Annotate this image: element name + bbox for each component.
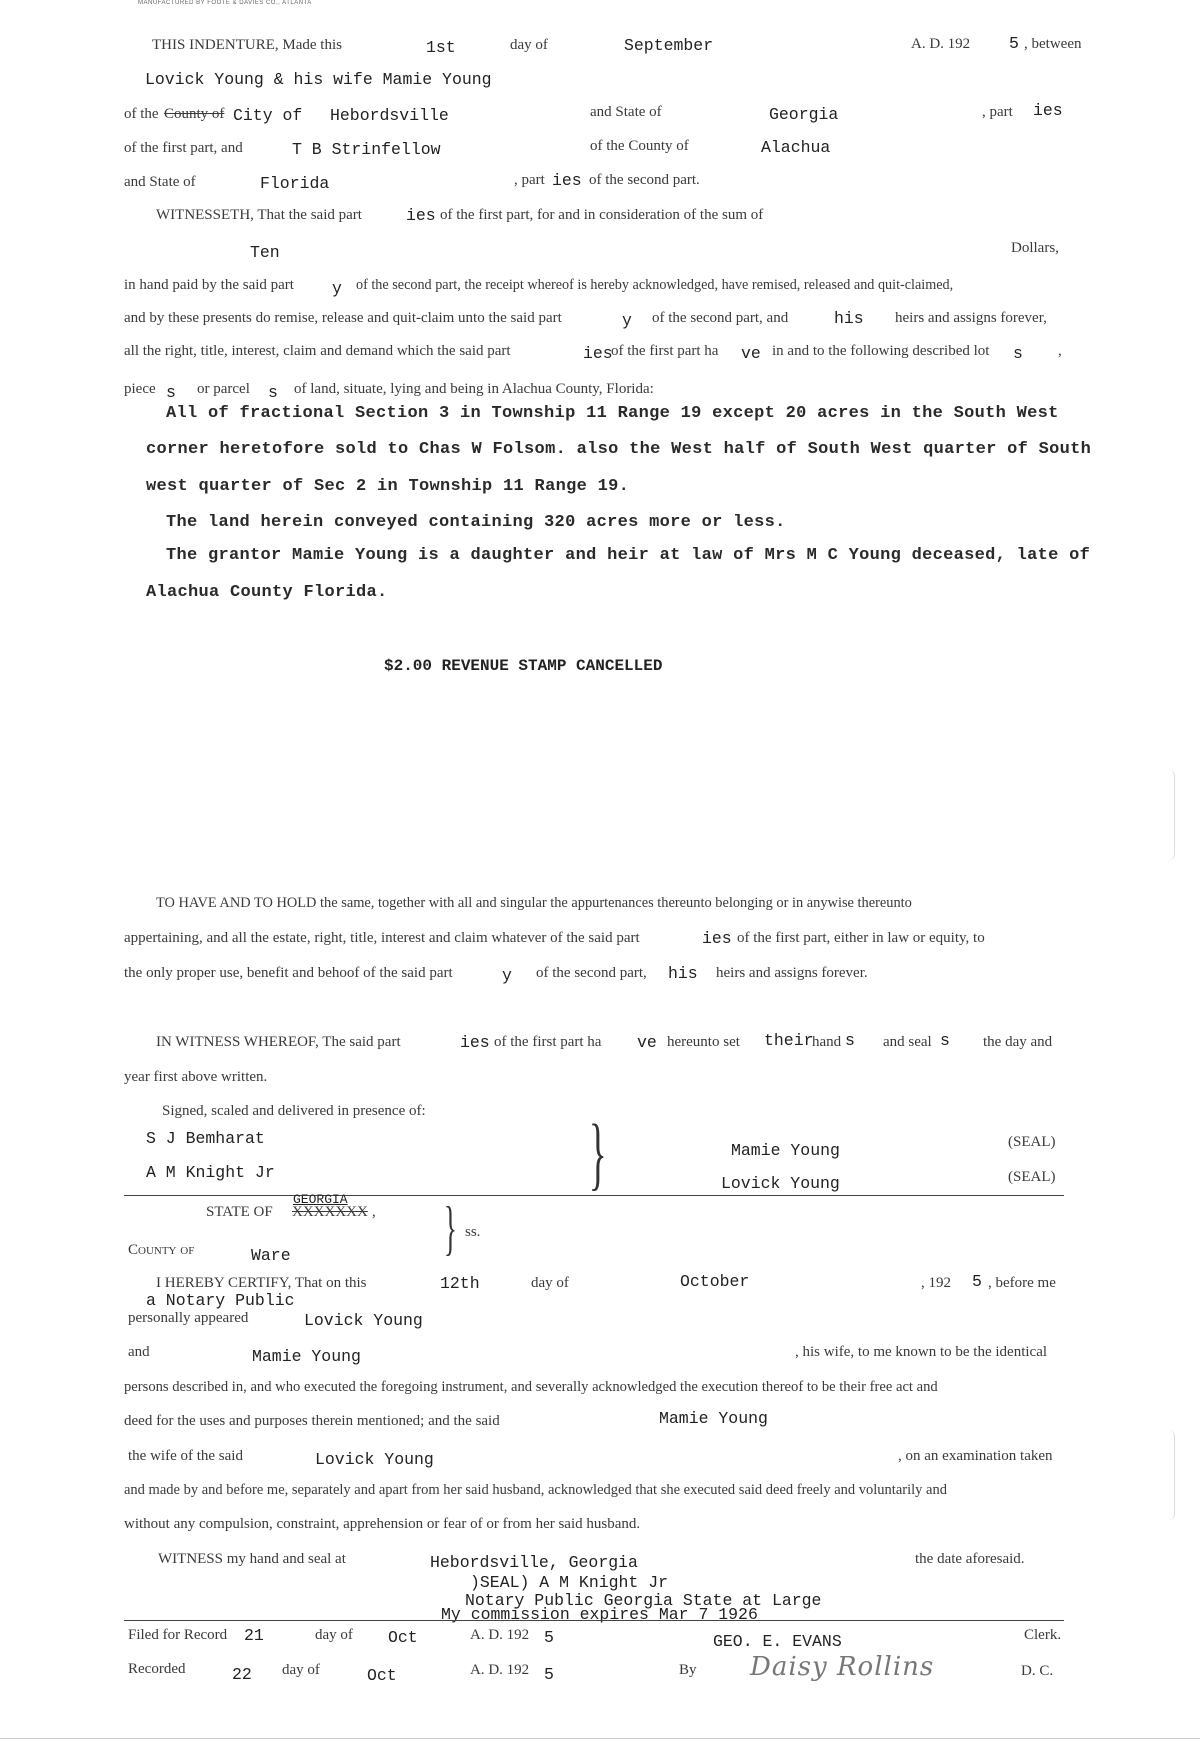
- witness-clause-their: their: [764, 1031, 814, 1050]
- signer-2-name: Lovick Young: [721, 1174, 840, 1193]
- description-line-1: All of fractional Section 3 in Township 11 Range 19 except 20 acres in the South West: [166, 404, 1059, 423]
- filed-day: 21: [244, 1626, 264, 1645]
- dollars-label: Dollars,: [1011, 240, 1059, 256]
- ack-without-line: without any compulsion, constraint, apprehension or fear of or from her said husband.: [124, 1516, 641, 1532]
- witness-hand-label: WITNESS my hand and seal at: [158, 1551, 346, 1567]
- notary-signature: )SEAL) A M Knight Jr: [470, 1573, 669, 1592]
- indenture-day: 1st: [426, 38, 456, 57]
- description-line-4: The land herein conveyed containing 320 acres more or less.: [166, 513, 786, 532]
- witness-1-name: S J Bemharat: [146, 1129, 265, 1148]
- witnesseth-suffix: ies: [406, 206, 436, 225]
- clerk-name: GEO. E. EVANS: [713, 1632, 842, 1651]
- habendum-line-3-c: heirs and assigns forever.: [716, 965, 868, 981]
- part-label: , part: [982, 104, 1013, 120]
- filed-ad: A. D. 192: [470, 1627, 530, 1643]
- by-label: By: [679, 1662, 697, 1678]
- ack-state-value: GEORGIA: [293, 1192, 348, 1207]
- filed-label: Filed for Record: [128, 1627, 228, 1643]
- filed-month: Oct: [388, 1628, 418, 1647]
- personally-appeared: personally appeared: [128, 1310, 249, 1326]
- wife-of-label: the wife of the said: [128, 1448, 243, 1464]
- between-label: , between: [1024, 36, 1082, 52]
- witnesseth-line4-c: heirs and assigns forever,: [895, 310, 1047, 326]
- habendum-line-1: TO HAVE AND TO HOLD the same, together with all and singular the appurtenances thereunto belonging or in anywise thereunto: [156, 895, 912, 911]
- witnesseth-line3-b: of the second part, the receipt whereof is hereby acknowledged, have remised, released and quit-claimed,: [356, 277, 954, 293]
- ack-day: 12th: [440, 1274, 480, 1293]
- witnesseth-line6-piece: piece: [124, 381, 156, 397]
- ack-person: Lovick Young: [304, 1311, 423, 1330]
- witnesseth-line5-c: in and to the following described lot: [772, 343, 990, 359]
- habendum-line-2-suffix: ies: [702, 929, 732, 948]
- recorded-day-of: day of: [282, 1662, 320, 1678]
- date-aforesaid: the date aforesaid.: [915, 1551, 1025, 1567]
- revenue-stamp-note: $2.00 REVENUE STAMP CANCELLED: [384, 657, 663, 675]
- ack-year-digit: 5: [972, 1272, 982, 1291]
- witnesseth-line6-s1: s: [166, 383, 176, 402]
- ack-day-of: day of: [531, 1275, 569, 1291]
- witness-clause-b: of the first part ha: [494, 1034, 602, 1050]
- signer-1-name: Mamie Young: [731, 1141, 840, 1160]
- grantee-county: Alachua: [761, 138, 831, 157]
- habendum-line-2-a: appertaining, and all the estate, right, title, interest and claim whatever of the said part: [124, 930, 640, 946]
- city-name: Hebordsville: [330, 106, 449, 125]
- recorded-label: Recorded: [128, 1661, 186, 1677]
- witnesseth-line3-suffix: y: [332, 279, 342, 298]
- notary-commission: My commission expires Mar 7 1926: [441, 1605, 758, 1624]
- witnesseth-line5-comma: ,: [1058, 343, 1062, 359]
- witness-clause-c: hereunto set: [667, 1034, 740, 1050]
- indenture-year-digit: 5: [1009, 34, 1019, 53]
- day-of-label: day of: [510, 37, 548, 53]
- witness-clause-seal: and seal: [883, 1034, 932, 1050]
- of-the-label: of the: [124, 106, 159, 122]
- ack-place: Hebordsville, Georgia: [430, 1553, 638, 1572]
- witness-clause-d: the day and: [983, 1034, 1053, 1050]
- witnesseth-line6-parcel: or parcel: [197, 381, 250, 397]
- recorded-year: 5: [544, 1665, 554, 1684]
- witnesseth-line5-b: of the first part ha: [611, 343, 719, 359]
- witnesseth-b: of the first part, for and in consideration of the sum of: [440, 207, 764, 223]
- witness-clause-suffix: ies: [460, 1033, 490, 1052]
- ack-month: October: [680, 1272, 750, 1291]
- state-of-label: STATE OF: [206, 1204, 273, 1220]
- witnesseth-line5-s: s: [1013, 344, 1023, 363]
- state-comma: ,: [372, 1204, 376, 1220]
- scan-edge-mark-1: [1162, 770, 1175, 860]
- and-state-of-label-2: and State of: [124, 174, 196, 190]
- recorded-ad: A. D. 192: [470, 1662, 530, 1678]
- witness-clause-l2: year first above written.: [124, 1069, 268, 1085]
- witness-clause-s2: s: [940, 1031, 950, 1050]
- description-line-2: corner heretofore sold to Chas W Folsom. also the West half of South West quarter of South: [146, 440, 1092, 459]
- recorded-day: 22: [232, 1665, 252, 1684]
- witnesseth-line4-suffix: y: [622, 311, 632, 330]
- ack-made-line: and made by and before me, separately and apart from her said husband, acknowledged that she executed said deed freely and voluntarily and: [124, 1482, 947, 1498]
- grantee-name: T B Strinfellow: [292, 140, 441, 159]
- habendum-line-3-his: his: [668, 964, 698, 983]
- ss-label: ss.: [465, 1224, 481, 1240]
- ack-husband: Lovick Young: [315, 1450, 434, 1469]
- description-line-3: west quarter of Sec 2 in Township 11 Range 19.: [146, 477, 630, 496]
- of-county-label: of the County of: [590, 138, 689, 154]
- and-state-of-label: and State of: [590, 104, 662, 120]
- county-of-label: County of: [128, 1242, 195, 1258]
- ack-and: and: [128, 1344, 150, 1360]
- ack-county-value: Ware: [251, 1246, 291, 1265]
- parties-label: , part: [514, 172, 545, 188]
- acknowledgment-divider: [124, 1195, 1064, 1196]
- habendum-line-3-suffix: y: [502, 966, 512, 985]
- indenture-month: September: [624, 36, 714, 55]
- habendum-line-3-a: the only proper use, benefit and behoof of the said part: [124, 965, 453, 981]
- state-struck: XXXXXXX: [292, 1204, 368, 1220]
- ack-officer: a Notary Public: [146, 1291, 295, 1310]
- grantee-state: Florida: [260, 174, 330, 193]
- ack-deed-line: deed for the uses and purposes therein mentioned; and the said: [124, 1413, 500, 1429]
- exam-label: , on an examination taken: [898, 1448, 1053, 1464]
- record-divider: [124, 1620, 1064, 1621]
- scan-edge-mark-2: [1162, 1430, 1175, 1520]
- witnesseth-line4-his: his: [834, 309, 864, 328]
- city-label: City of: [233, 106, 303, 125]
- witness-clause-hand: hand: [812, 1034, 842, 1050]
- witness-clause-ve: ve: [637, 1033, 657, 1052]
- witnesseth-line5-a: all the right, title, interest, claim and demand which the said part: [124, 343, 511, 359]
- witnesseth-a: WITNESSETH, That the said part: [156, 207, 362, 223]
- part-suffix: ies: [1033, 101, 1063, 120]
- first-part-and-label: of the first part, and: [124, 140, 243, 156]
- dc-label: D. C.: [1021, 1663, 1054, 1679]
- habendum-line-3-b: of the second part,: [536, 965, 647, 981]
- witnesseth-line4-b: of the second part, and: [652, 310, 789, 326]
- clerk-label: Clerk.: [1024, 1627, 1062, 1643]
- sum-value: Ten: [250, 243, 280, 262]
- ack-wife-name: Mamie Young: [252, 1347, 361, 1366]
- seal-1: (SEAL): [1008, 1134, 1056, 1150]
- ss-brace: }: [443, 1195, 457, 1261]
- certify-label: I HEREBY CERTIFY, That on this: [156, 1275, 367, 1291]
- county-struck: County of: [164, 106, 225, 122]
- seal-2: (SEAL): [1008, 1169, 1056, 1185]
- description-line-6: Alachua County Florida.: [146, 583, 388, 602]
- filed-day-of: day of: [315, 1627, 353, 1643]
- habendum-line-2-b: of the first part, either in law or equity, to: [737, 930, 985, 946]
- indenture-intro: THIS INDENTURE, Made this: [152, 37, 342, 53]
- witness-clause-a: IN WITNESS WHEREOF, The said part: [156, 1034, 401, 1050]
- notary-title: Notary Public Georgia State at Large: [465, 1591, 822, 1610]
- description-line-5: The grantor Mamie Young is a daughter and heir at law of Mrs M C Young deceased, late of: [166, 546, 1091, 565]
- witness-2-name: A M Knight Jr: [146, 1163, 275, 1182]
- manufacturer-note: MANUFACTURED BY FOOTE & DAVIES CO., ATLANTA: [138, 0, 312, 6]
- witnesseth-line3-a: in hand paid by the said part: [124, 277, 294, 293]
- signature-brace: }: [588, 1107, 607, 1198]
- witnesseth-line6-rest: of land, situate, lying and being in Alachua County, Florida:: [294, 381, 654, 397]
- signed-in-presence: Signed, scaled and delivered in presence of:: [162, 1103, 426, 1119]
- witnesseth-line5-suffix: ies: [583, 344, 613, 363]
- page-bottom-edge: [0, 1738, 1200, 1739]
- witnesseth-line4-a: and by these presents do remise, release and quit-claim unto the said part: [124, 310, 562, 326]
- ack-persons-line: persons described in, and who executed the foregoing instrument, and severally acknowledged the execution thereof to be their free act and: [124, 1379, 938, 1395]
- witnesseth-line5-ve: ve: [741, 344, 761, 363]
- ad-label: A. D. 192: [911, 36, 971, 52]
- second-part-label: of the second part.: [589, 172, 700, 188]
- ack-said-wife: Mamie Young: [659, 1409, 768, 1428]
- filed-year: 5: [544, 1628, 554, 1647]
- before-me-label: , before me: [988, 1275, 1056, 1291]
- parties-suffix: ies: [552, 171, 582, 190]
- recorded-month: Oct: [367, 1666, 397, 1685]
- witnesseth-line6-s2: s: [268, 383, 278, 402]
- grantors-names: Lovick Young & his wife Mamie Young: [145, 70, 492, 89]
- grantor-state: Georgia: [769, 105, 839, 124]
- his-wife-label: , his wife, to me known to be the identical: [795, 1344, 1048, 1360]
- ack-year-label: , 192: [921, 1275, 951, 1291]
- deputy-signature: Daisy Rollins: [750, 1652, 935, 1682]
- witness-clause-s1: s: [845, 1031, 855, 1050]
